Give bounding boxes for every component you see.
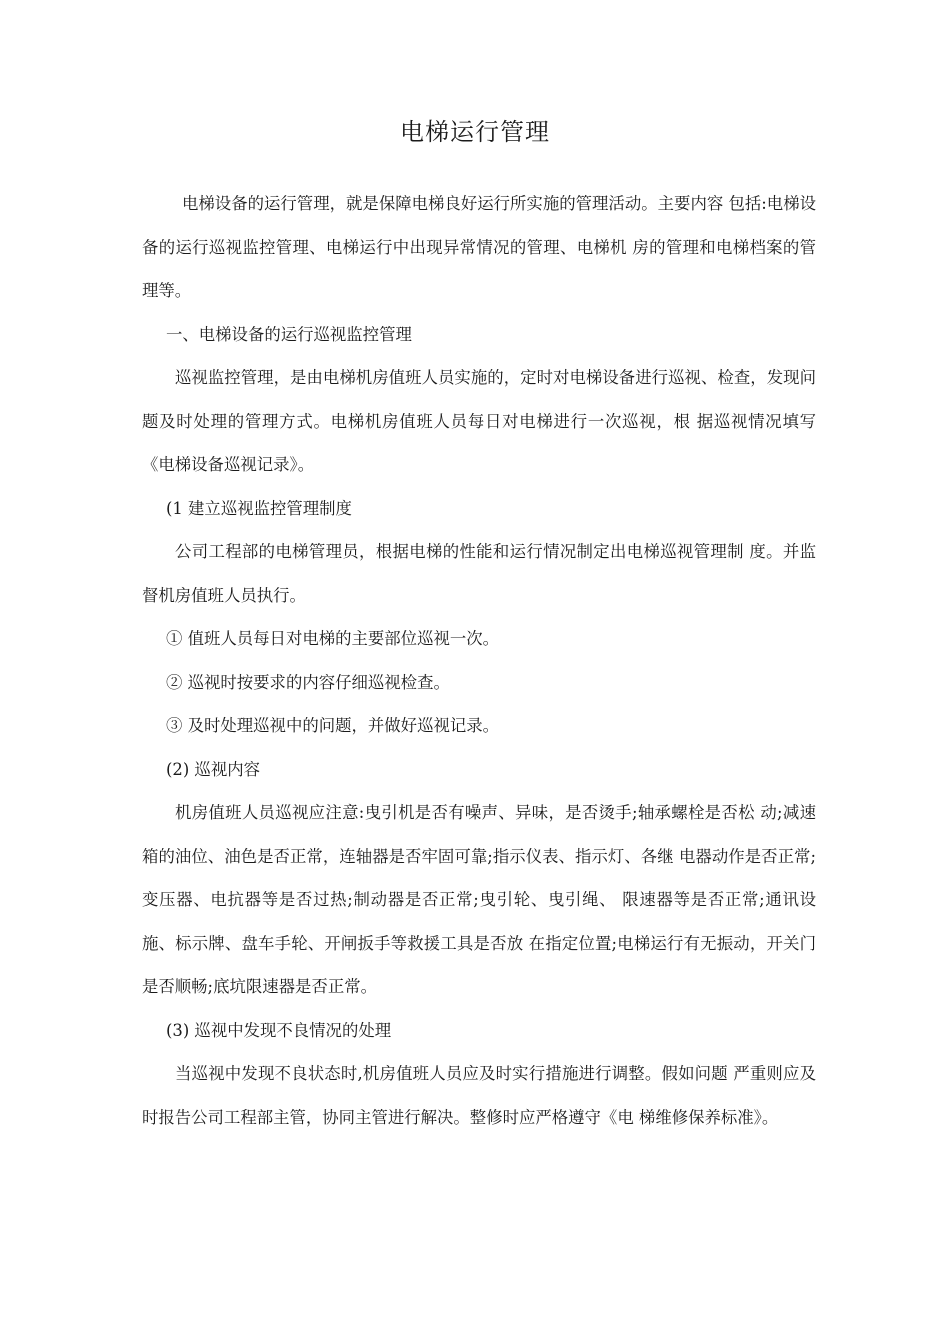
subheading-3: (3) 巡视中发现不良情况的处理 (166, 1020, 392, 1040)
section-heading-1: 一、电梯设备的运行巡视监控管理 (166, 324, 412, 344)
list-item: ① 值班人员每日对电梯的主要部位巡视一次。 (166, 629, 500, 648)
document-body (142, 182, 816, 1139)
list-item: ② 巡视时按要求的内容仔细巡视检查。 (166, 672, 450, 692)
paragraph-intro: 电梯设备的运行管理，就是保障电梯良好运行所实施的管理活动。主要内容 包括:电梯设备的运行巡视监控管理、电梯运行中出现异常情况的管理、电梯机 房的管理和电梯档案的管理等。 (142, 194, 816, 300)
paragraph-handling: 当巡视中发现不良状态时,机房值班人员应及时实行措施进行调整。假如问题 严重则应及时报告公司工程部主管，协同主管进行解决。整修时应严格遵守《电 梯维修保养标准》。 (142, 1064, 816, 1127)
subheading-2: (2) 巡视内容 (166, 759, 260, 779)
list-item: ③ 及时处理巡视中的问题，并做好巡视记录。 (166, 716, 500, 735)
subheading-1: (1 建立巡视监控管理制度 (166, 498, 352, 518)
paragraph-system: 公司工程部的电梯管理员，根据电梯的性能和运行情况制定出电梯巡视管理制 度。并监督机房值班人员执行。 (142, 542, 816, 605)
document-title: 电梯运行管理 (400, 118, 550, 146)
paragraph-patrol-definition: 巡视监控管理，是由电梯机房值班人员实施的，定时对电梯设备进行巡视、检查，发现问题及时处理的管理方式。电梯机房值班人员每日对电梯进行一次巡视，根 据巡视情况填写《电梯设备巡视记录》。 (142, 368, 816, 474)
paragraph-patrol-content: 机房值班人员巡视应注意:曳引机是否有噪声、异味，是否烫手;轴承螺栓是否松 动;减速箱的油位、油色是否正常，连轴器是否牢固可靠;指示仪表、指示灯、各继 电器动作是否正常;变压器、电抗器等是否过热;制动器是否正常;曳引轮、曳引绳、 限速器等是否正常;通讯设施、标示牌、盘车手轮、开闸扳手等救援工具是否放 在指定位置;电梯运行有无振动，开关门是否顺畅;底坑限速器是否正常。 (142, 803, 816, 996)
